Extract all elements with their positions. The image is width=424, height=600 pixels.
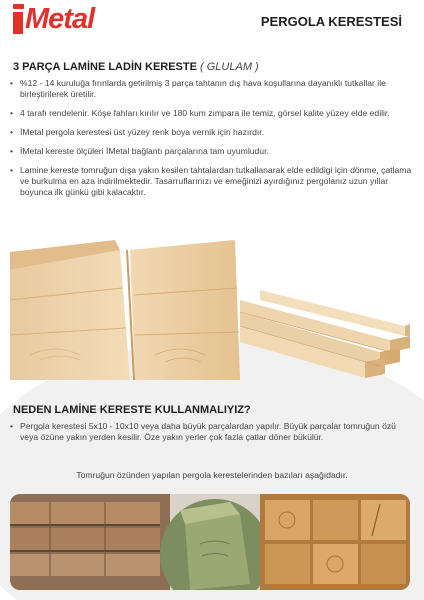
bullet-icon: • (10, 146, 14, 156)
list-item: • İMetal kereste ölçüleri İMetal bağlantı parçalarına tam uyumludur. (10, 146, 269, 156)
list-item: • 4 tarafı rendelenir. Köşe fahları kırılır ve 180 kum zımpara ile temiz, görsel kalite yüzey elde edilir. (10, 108, 390, 118)
bullet-icon: • (10, 421, 14, 431)
why-laminate-bullet-list (10, 421, 414, 451)
section-title-text: 3 PARÇA LAMİNE LADİN KERESTE (13, 61, 197, 73)
list-item: • %12 - 14 kuruluğa fırınlarda getirilmiş 3 parça tahtanın dış hava koşullarına dayanıklı tutkallar ile birleştirilerek üretilir. (10, 78, 386, 99)
solid-timber-photos (10, 494, 410, 590)
section-title-italic: ( GLULAM ) (200, 61, 259, 73)
list-item: • İMetal pergola kerestesi üst yüzey renk boya vernik için hazırdır. (10, 127, 265, 137)
red-i-logo-icon (12, 4, 25, 34)
glulam-beams-closeup-image (10, 240, 240, 380)
bullet-icon: • (10, 165, 14, 175)
list-item: • Lamine kereste tomruğun dışa yakın kesilen tahtalardan tutkallanarak elde edildigi için dönme, çatlama ve burkulma en aza indirilmektedir. Tasarruflarınızı ve emeğinizi ayırdığınız pergolanız uzun yıllar boyunca ilk günkü gibi kalacaktır. (10, 165, 412, 197)
page-title: PERGOLA KERESTESİ (260, 14, 402, 29)
bullet-icon: • (10, 108, 14, 118)
section-title-why-laminate: NEDEN LAMİNE KERESTE KULLANMALIYIZ? (13, 404, 251, 416)
bullet-icon: • (10, 78, 14, 88)
bullet-icon: • (10, 127, 14, 137)
glulam-bullet-list (10, 78, 414, 206)
section-title-glulam (13, 61, 259, 73)
list-item: • Pergola kerestesi 5x10 - 10x10 veya daha büyük parçalardan yapılır. Büyük parçalar tomruğun özü veya özüne yakın yerden kesilir. Öze yakın yerler çok fazla çatlar döner bükülür. (10, 421, 396, 442)
logo-text: Metal (25, 3, 95, 35)
brand-logo (12, 2, 94, 36)
photos-caption: Tomruğun özünden yapılan pergola kerestelerinden bazıları aşağıdadır. (76, 470, 348, 480)
glulam-beams-stack-image (240, 290, 410, 380)
